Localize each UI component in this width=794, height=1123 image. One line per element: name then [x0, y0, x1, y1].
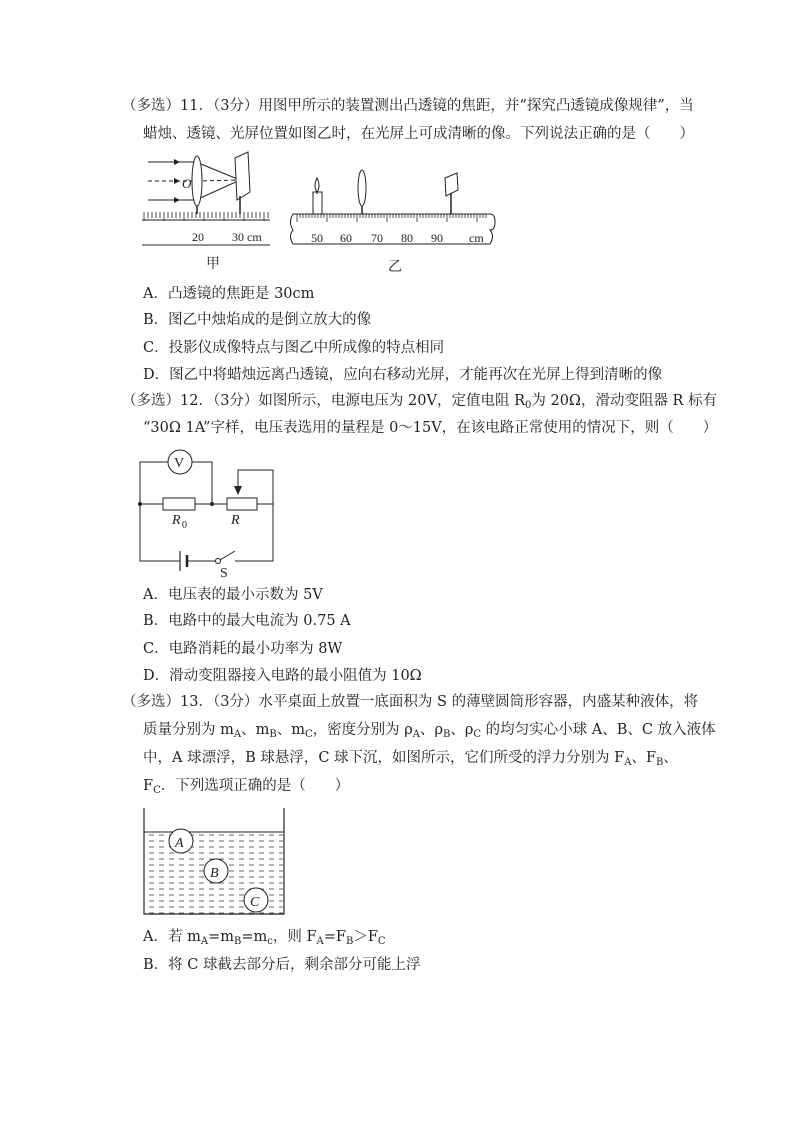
q11-stem-line2: 蜡烛、透镜、光屏位置如图乙时，在光屏上可成清晰的像。下列说法正确的是（ ）	[143, 126, 694, 142]
r0-label: R	[172, 513, 181, 528]
voltmeter-label: V	[174, 456, 185, 471]
figure-jia-focal-length	[140, 150, 280, 280]
q11-stem-line1: （多选）11．（3分）用图甲所示的装置测出凸透镜的焦距，并“探究凸透镜成像规律”，当	[122, 98, 694, 114]
jia-tick-30cm: 30 cm	[232, 230, 262, 244]
q11-option-d[interactable]: D．图乙中将蜡烛远离凸透镜，应向右移动光屏，才能再次在光屏上得到清晰的像	[143, 367, 663, 383]
rheostat-label: R	[231, 513, 240, 528]
point-o-label: O	[182, 176, 192, 191]
yi-tick-50: 50	[311, 231, 323, 245]
q12-option-d[interactable]: D．滑动变阻器接入电路的最小阻值为 10Ω	[143, 668, 422, 684]
q12-option-a[interactable]: A．电压表的最小示数为 5V	[143, 587, 323, 603]
q13-option-b[interactable]: B．将 C 球截去部分后，剩余部分可能上浮	[143, 957, 421, 973]
q11-option-b[interactable]: B．图乙中烛焰成的是倒立放大的像	[143, 312, 372, 328]
yi-tick-90: 90	[431, 231, 443, 245]
q13-stem-line3: 中，A 球漂浮，B 球悬浮，C 球下沉，如图所示，它们所受的浮力分别为 $F_A$、$F_B$、	[143, 750, 678, 768]
figure-yi-caption: 乙	[388, 260, 402, 275]
ball-a-label: A	[175, 836, 184, 851]
ball-b-label: B	[210, 866, 219, 881]
q11-option-a[interactable]: A．凸透镜的焦距是 30cm	[143, 286, 315, 302]
ball-c-label: C	[250, 895, 260, 910]
figure-container-balls	[138, 808, 290, 920]
yi-tick-70: 70	[371, 231, 383, 245]
q13-stem-line2: 质量分别为 $m_A$、$m_B$、$m_C$，密度分别为 $\rho_A$、$\rho_B$、$\rho_C$ 的均匀实心小球 A、B、C 放入液体	[143, 722, 716, 740]
q12-stem-line1: （多选）12．（3分）如图所示，电源电压为 20V，定值电阻 $R_0$为 20Ω，滑动变阻器 R 标有	[122, 393, 718, 411]
q12-option-b[interactable]: B．电路中的最大电流为 0.75 A	[143, 613, 351, 629]
figure-circuit	[135, 448, 285, 583]
yi-tick-80: 80	[401, 231, 413, 245]
figure-jia-caption: 甲	[206, 257, 220, 272]
q13-stem-line1: （多选）13．（3分）水平桌面上放置一底面积为 S 的薄壁圆筒形容器，内盛某种液体，将	[122, 694, 699, 710]
jia-tick-20: 20	[192, 230, 204, 244]
yi-tick-cm: cm	[469, 231, 484, 245]
q11-option-c[interactable]: C．投影仪成像特点与图乙中所成像的特点相同	[143, 340, 445, 356]
q12-option-c[interactable]: C．电路消耗的最小功率为 8W	[143, 641, 343, 657]
q13-stem-line4: $F_C$．下列选项正确的是（ ）	[143, 778, 350, 796]
q12-stem-line2: “30Ω 1A”字样，电压表选用的量程是 0～15V，在该电路正常使用的情况下，则（ ）	[143, 420, 718, 436]
yi-tick-60: 60	[340, 231, 352, 245]
r0-label-sub: 0	[182, 520, 187, 531]
figure-yi-optical-bench	[285, 162, 500, 280]
q13-option-a[interactable]: A．若 $m_A=m_B=m_c$，则 $F_A=F_B>F_C$	[143, 929, 386, 947]
switch-label: S	[220, 566, 228, 581]
